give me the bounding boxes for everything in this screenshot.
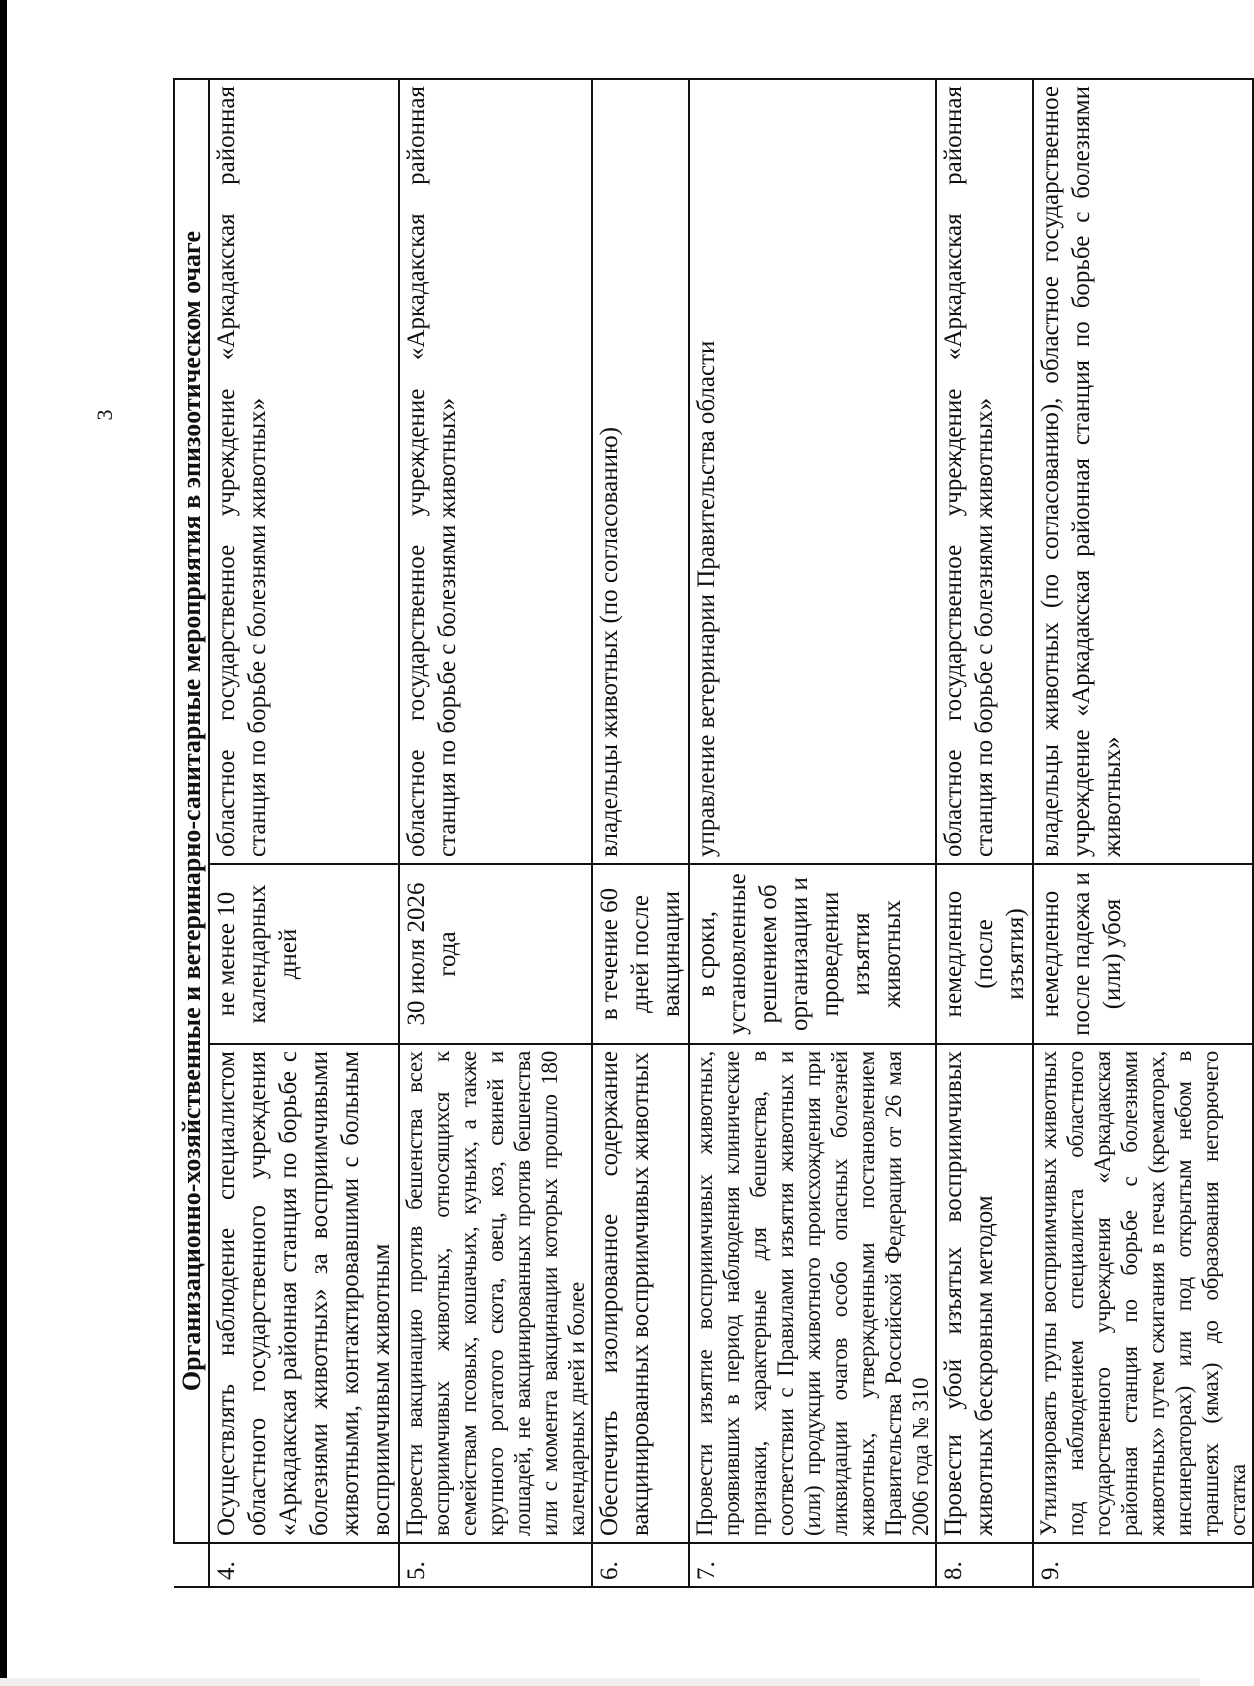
deadline-cell: в сроки, установленные решением об организации и проведении изъятия животных — [689, 864, 936, 1044]
scan-bottom-edge — [0, 1678, 1200, 1686]
table-row — [936, 79, 1033, 1587]
section-heading: Организационно-хозяйственные и ветеринарно-санитарные мероприятия в эпизоотическом очаге — [174, 79, 209, 1543]
deadline-cell: немедленно (после изъятия) — [936, 864, 1033, 1044]
row-number: 9. — [1033, 1543, 1253, 1587]
responsible-cell: областное государственное учреждение «Аркадакская районная станция по борьбе с болезнями животных» — [209, 79, 399, 864]
deadline-cell: в течение 60 дней после вакцинации — [592, 864, 689, 1044]
table-row — [1033, 79, 1253, 1587]
table-row — [399, 79, 592, 1587]
responsible-cell: областное государственное учреждение «Аркадакская районная станция по борьбе с болезнями животных» — [936, 79, 1033, 864]
responsible-cell: областное государственное учреждение «Аркадакская районная станция по борьбе с болезнями животных» — [399, 79, 592, 864]
responsible-cell: управление ветеринарии Правительства области — [689, 79, 936, 864]
deadline-cell: немедленно после падежа и (или) убоя — [1033, 864, 1253, 1044]
measure-description: Провести убой изъятых восприимчивых животных бескровным методом — [936, 1044, 1033, 1543]
responsible-cell: владельцы животных (по согласованию) — [592, 79, 689, 864]
row-number: 5. — [399, 1543, 592, 1587]
row-number: 8. — [936, 1543, 1033, 1587]
measure-description: Утилизировать трупы восприимчивых животных под наблюдением специалиста областного государственного учреждения «Аркадакская районная станция по борьбе с болезнями животных» путем сжигания в печах (крематорах, инсинераторах) или под открытым небом в траншеях (ямах) до образования негорючего остатка — [1033, 1044, 1253, 1543]
page-number: 3 — [92, 409, 117, 421]
measure-description: Провести изъятие восприимчивых животных, проявивших в период наблюдения клинические признаки, характерные для бешенства, в соответствии с Правилами изъятия животных и (или) продукции животного происхождения при ликвидации очагов особо опасных болезней животных, утвержденными постановлением Правительства Российской Федерации от 26 мая 2006 года № 310 — [689, 1044, 936, 1543]
table-row — [592, 79, 689, 1587]
row-number: 4. — [209, 1543, 399, 1587]
measures-table — [173, 78, 1254, 1588]
table-row — [209, 79, 399, 1587]
scan-left-edge — [0, 0, 7, 1686]
row-number: 6. — [592, 1543, 689, 1587]
row-number: 7. — [689, 1543, 936, 1587]
measure-description: Обеспечить изолированное содержание вакцинированных восприимчивых животных — [592, 1044, 689, 1543]
rotated-table-container — [173, 80, 1250, 1588]
deadline-cell: не менее 10 календарных дней — [209, 864, 399, 1044]
heading-number-cell — [174, 1543, 209, 1587]
deadline-cell: 30 июля 2026 года — [399, 864, 592, 1044]
table-row — [689, 79, 936, 1587]
measure-description: Осуществлять наблюдение специалистом областного государственного учреждения «Аркадакская районная станция по борьбе с болезнями животных» за восприимчивыми животными, контактировавшими с больным восприимчивым животным — [209, 1044, 399, 1543]
measure-description: Провести вакцинацию против бешенства всех восприимчивых животных, относящихся к семействам псовых, кошачьих, куньих, а также крупного рогатого скота, овец, коз, свиней и лошадей, не вакцинированных против бешенства или с момента вакцинации которых прошло 180 календарных дней и более — [399, 1044, 592, 1543]
responsible-cell: владельцы животных (по согласованию), областное государственное учреждение «Аркадакская районная станция по борьбе с болезнями животных» — [1033, 79, 1253, 864]
